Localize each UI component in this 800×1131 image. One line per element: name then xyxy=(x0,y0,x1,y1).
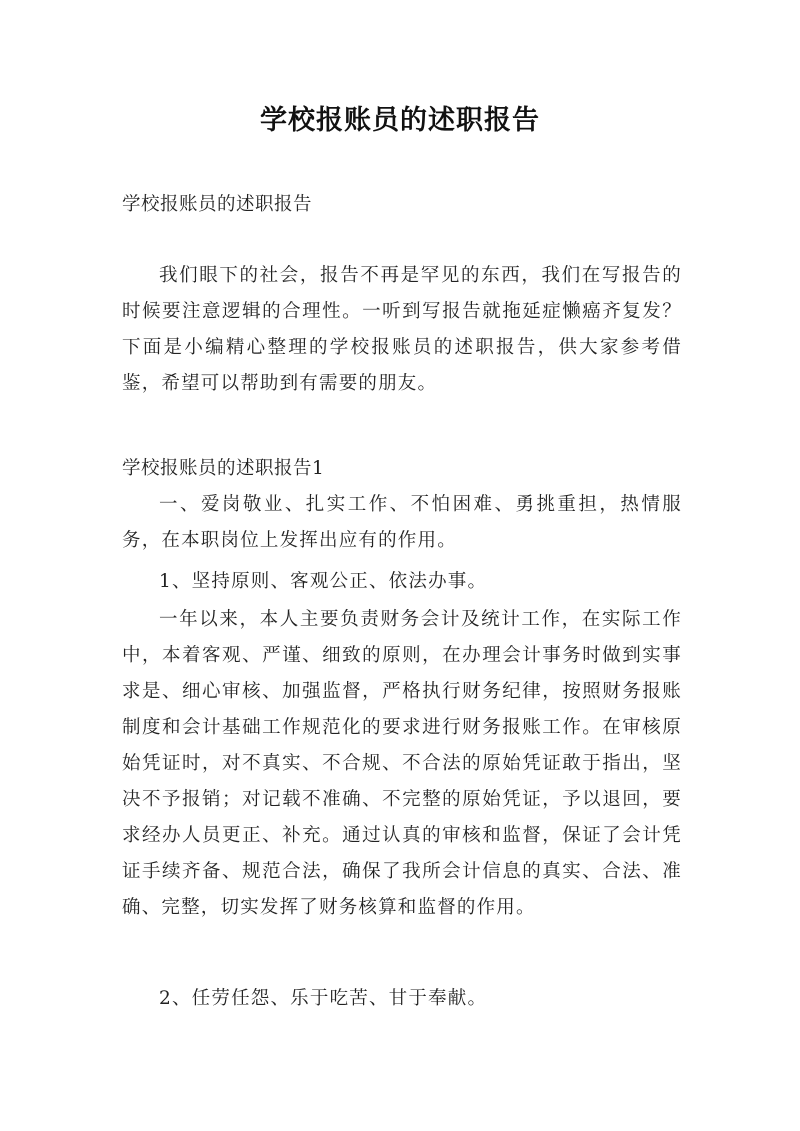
document-subtitle: 学校报账员的述职报告 xyxy=(122,194,313,215)
intro-paragraph: 我们眼下的社会，报告不再是罕见的东西，我们在写报告的时候要注意逻辑的合理性。一听到写报告就拖延症懒癌齐复发？下面是小编精心整理的学校报账员的述职报告，供大家参考借鉴，希望可以帮助到有需要的朋友。 xyxy=(122,265,682,394)
section-1-heading: 学校报账员的述职报告1 xyxy=(122,458,325,479)
paragraph-1: 一、爱岗敬业、扎实工作、不怕困难、勇挑重担，热情服务，在本职岗位上发挥出应有的作用。 xyxy=(122,494,682,551)
paragraph-3: 一年以来，本人主要负责财务会计及统计工作，在实际工作中，本着客观、严谨、细致的原则，在办理会计事务时做到实事求是、细心审核、加强监督，严格执行财务纪律，按照财务报账制度和会计基础工作规范化的要求进行财务报账工作。在审核原始凭证时，对不真实、不合规、不合法的原始凭证敢于指出，坚决不予报销；对记载不准确、不完整的原始凭证，予以退回，要求经办人员更正、补充。通过认真的审核和监督，保证了会计凭证手续齐备、规范合法，确保了我所会计信息的真实、合法、准确、完整，切实发挥了财务核算和监督的作用。 xyxy=(122,609,682,918)
paragraph-4: 2、任劳任怨、乐于吃苦、甘于奉献。 xyxy=(159,988,488,1009)
document-title: 学校报账员的述职报告 xyxy=(260,105,540,136)
paragraph-2: 1、坚持原则、客观公正、依法办事。 xyxy=(159,571,488,592)
